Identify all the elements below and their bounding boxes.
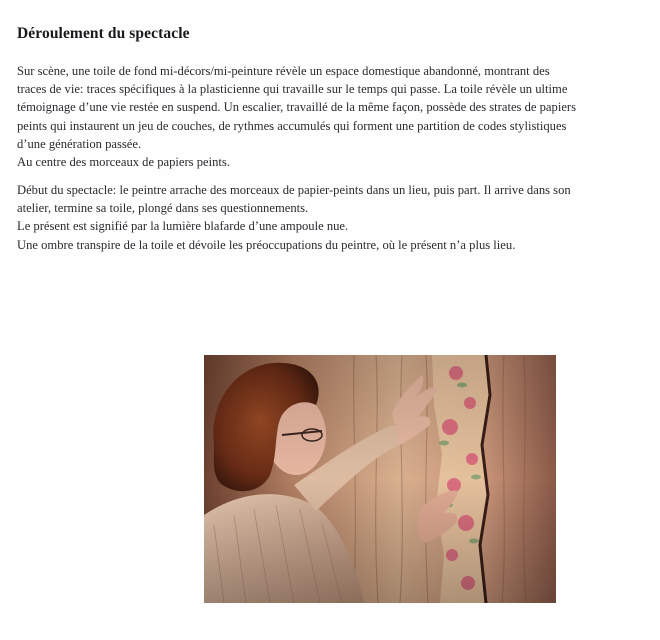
text-line: atelier, termine sa toile, plongé dans ses questionnements.: [17, 201, 309, 216]
text-line: témoignage d’une vie restée en suspend. Un escalier, travaillé de la même façon, possède des strates de papiers: [17, 100, 577, 115]
paragraph-scene-description: [17, 62, 637, 171]
text-line: Une ombre transpire de la toile et dévoile les préoccupations du peintre, où le présent n’a plus lieu.: [17, 237, 516, 252]
text-line: Au centre des morceaux de papiers peints.: [17, 155, 230, 170]
paragraph-show-beginning: [17, 181, 637, 254]
text-line: traces de vie: traces spécifiques à la plasticienne qui travaille sur le temps qui passe. La toile révèle un ultime: [17, 82, 568, 97]
performance-photo: [204, 355, 556, 603]
text-line: Le présent est signifié par la lumière blafarde d’une ampoule nue.: [17, 219, 349, 234]
text-line: d’une génération passée.: [17, 136, 142, 151]
text-line: Sur scène, une toile de fond mi-décors/mi-peinture révèle un espace domestique abandonné, montrant des: [17, 64, 550, 78]
text-line: peints qui instaurent un jeu de couches, de rythmes accumulés qui forment une partition de codes stylistiques: [17, 118, 567, 133]
text-line: Début du spectacle: le peintre arrache des morceaux de papier-peints dans un lieu, puis part. Il arrive dans son: [17, 183, 571, 197]
section-title: Déroulement du spectacle: [17, 25, 190, 42]
